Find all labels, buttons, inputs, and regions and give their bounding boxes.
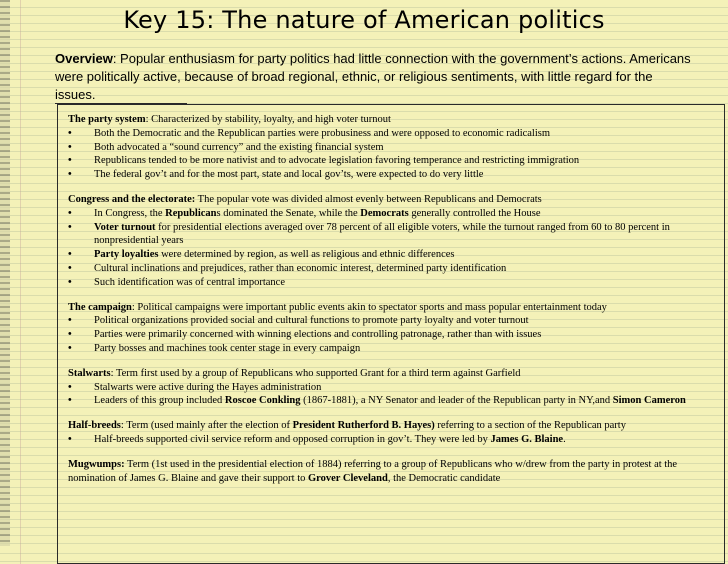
bullet-item: • Both the Democratic and the Republican parties were probusiness and were opposed to economic radicalism (68, 127, 718, 141)
text-bold: Democrats (360, 207, 409, 219)
section-party-system (68, 113, 718, 182)
bullet-item: • Republicans tended to be more nativist and to advocate legislation favoring temperance and restricting immigration (68, 154, 718, 168)
heading-bold: Stalwarts (68, 367, 111, 379)
slide-title: Key 15: The nature of American politics (123, 6, 605, 34)
text: generally controlled the House (408, 207, 541, 219)
section-mugwumps (68, 458, 718, 486)
section-heading (68, 113, 718, 127)
bullet-item (68, 221, 718, 249)
bullet-list (68, 207, 718, 290)
notebook-binding (0, 0, 10, 546)
text-bold: Voter turnout (94, 221, 156, 233)
bullet-item: • Stalwarts were active during the Hayes administration (68, 381, 718, 395)
bullet-item: • Cultural inclinations and prejudices, rather than economic interest, determined party identification (68, 262, 718, 276)
section-campaign (68, 301, 718, 356)
notes-box (57, 104, 725, 564)
bullet-item: • Political organizations provided social and cultural functions to promote party loyalty and voter turnout (68, 314, 718, 328)
bullet-list (68, 127, 718, 182)
heading-bold: Congress and the electorate: (68, 193, 196, 205)
heading-bold: President Rutherford B. Hayes) (292, 420, 435, 432)
text: . (563, 433, 566, 445)
bullet-list (68, 314, 718, 355)
heading-text: referring to a section of the Republican party (434, 420, 626, 432)
heading-text: , the Democratic candidate (387, 472, 501, 484)
section-half-breeds (68, 419, 718, 447)
text-bold: Simon Cameron (612, 395, 686, 407)
heading-bold: Half-breeds (68, 420, 121, 432)
bullet-item: • Both advocated a “sound currency” and the existing financial system (68, 141, 718, 155)
section-heading (68, 193, 718, 207)
bullet-item: • Such identification was of central importance (68, 276, 718, 290)
bullet-item: • The federal gov’t and for the most part, state and local gov’ts, were expected to do very little (68, 168, 718, 182)
bullet-list (68, 381, 718, 409)
bullet-item (68, 433, 718, 447)
overview-text: : Popular enthusiasm for party politics had little connection with the government’s actions. Americans were politically active, because of broad regional, ethnic, or religious sentiments, with little regard for the issues. (55, 51, 691, 102)
heading-text: : Term (used mainly after the election of (120, 420, 293, 432)
text: Half-breeds supported civil service reform and opposed corruption in gov’t. They were led by (94, 433, 491, 445)
bullet-item (68, 207, 718, 221)
bullet-item (68, 248, 718, 262)
text: Leaders of this group included (94, 395, 225, 407)
text: In Congress, the (94, 207, 166, 219)
heading-text: : Political campaigns were important public events akin to spectator sports and mass popular entertainment today (131, 301, 607, 313)
text: were determined by region, as well as religious and ethnic differences (158, 249, 455, 261)
section-congress (68, 193, 718, 290)
text-bold: Republican (165, 207, 217, 219)
text: for presidential elections averaged over 78 percent of all eligible voters, while the turnout ranged from 60 to 80 percent in nonpresidential years (94, 221, 670, 247)
heading-text: : Term first used by a group of Republicans who supported Grant for a third term against Garfield (110, 367, 521, 379)
text-bold: Roscoe Conkling (224, 395, 301, 407)
section-heading (68, 458, 718, 486)
section-heading (68, 367, 718, 381)
section-heading (68, 301, 718, 315)
text: s dominated the Senate, while the (216, 207, 361, 219)
section-heading (68, 419, 718, 433)
heading-bold: The party system (68, 114, 146, 125)
section-stalwarts (68, 367, 718, 408)
heading-text: The popular vote was divided almost evenly between Republicans and Democrats (195, 193, 542, 205)
overview-label: Overview (55, 51, 113, 66)
bullet-item: • Party bosses and machines took center stage in every campaign (68, 342, 718, 356)
bullet-item (68, 394, 718, 408)
text-bold: Party loyalties (94, 249, 159, 261)
bullet-list (68, 433, 718, 447)
heading-bold: Mugwumps: (68, 458, 125, 470)
bullet-item: • Parties were primarily concerned with winning elections and controlling patronage, rather than with issues (68, 328, 718, 342)
heading-text: : Characterized by stability, loyalty, and high voter turnout (145, 114, 391, 125)
text: (1867-1881), a NY Senator and leader of the Republican party in NY,and (300, 395, 613, 407)
text-bold: James G. Blaine (490, 433, 564, 445)
heading-bold: Grover Cleveland (308, 472, 388, 484)
heading-bold: The campaign (68, 301, 132, 313)
overview-paragraph (55, 50, 695, 104)
heading-text: Term (1st used in the presidential election of 1884) referring to a group of Republicans who w/drew from the party in protest at the nomination of James G. Blaine and gave their support to (68, 458, 678, 484)
